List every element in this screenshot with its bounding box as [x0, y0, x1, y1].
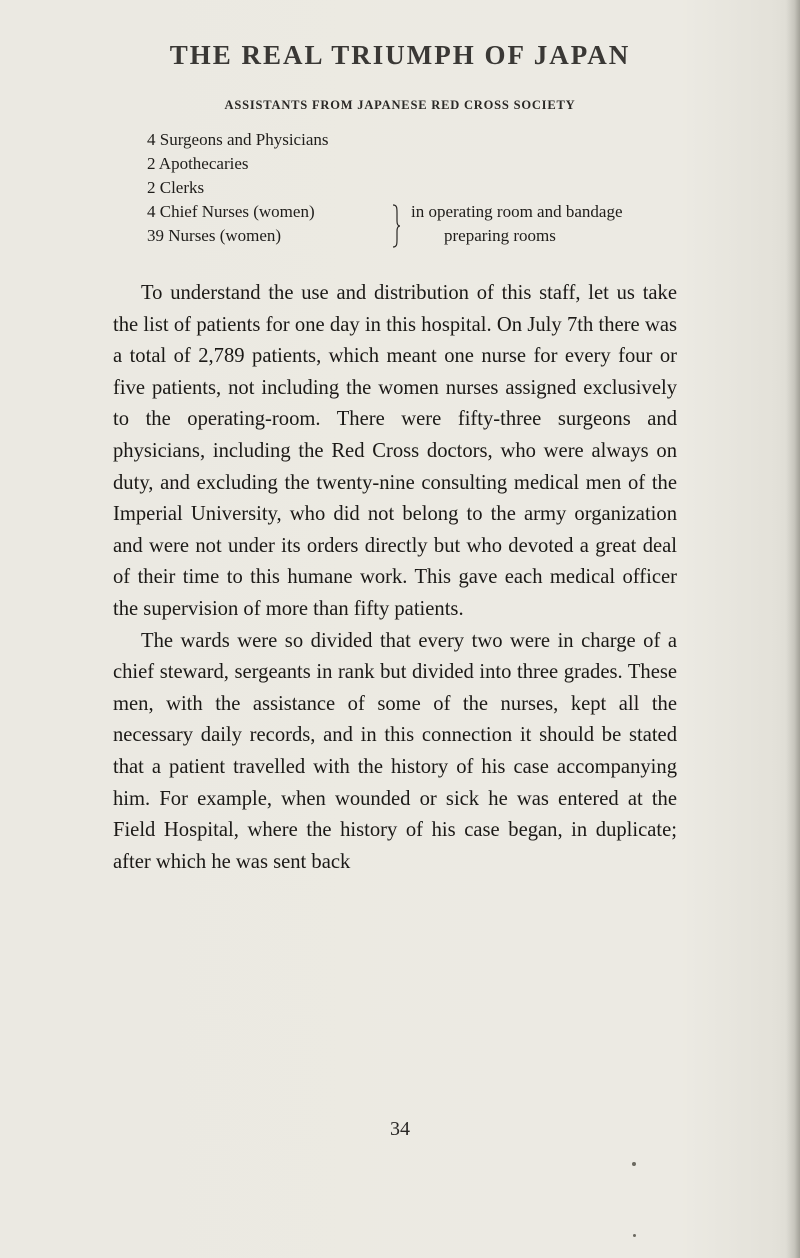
nurses-brace-group — [147, 200, 747, 248]
curly-brace-icon — [391, 204, 401, 248]
staff-list-item-chief-nurses: 4 Chief Nurses (women) — [147, 202, 315, 221]
body-text — [113, 278, 677, 878]
paragraph: To understand the use and distribution of this staff, let us take the list of patients for one day in this hospital. On July 7th there was a total of 2,789 patients, which meant one nurse for every four or five patients, not including the women nurses assigned exclusively to the operating-room. There were fifty-three surgeons and physicians, including the Red Cross doctors, who were always on duty, and excluding the twenty-nine consulting medical men of the Imperial University, who did not belong to the army organization and were not under its orders directly but who devoted a great deal of their time to this humane work. This gave each medical officer the supervision of more than fifty patients. — [113, 282, 677, 620]
brace-note-preparing: preparing rooms — [444, 226, 556, 245]
section-heading: ASSISTANTS FROM JAPANESE RED CROSS SOCIETY — [224, 98, 576, 112]
staff-list-item-nurses: 39 Nurses (women) — [147, 226, 282, 245]
staff-list — [147, 128, 747, 248]
running-head: THE REAL TRIUMPH OF JAPAN — [169, 40, 631, 70]
paper-speck — [632, 1162, 636, 1166]
paragraph: The wards were so divided that every two were in charge of a chief steward, sergeants in rank but divided into three grades. These men, with the assistance of some of the nurses, kept all the necessary daily records, and in this connection it should be stated that a patient travelled with the history of his case accompanying him. For example, when wounded or sick he was entered at the Field Hospital, where the history of his case began, in duplicate; after which he was sent back — [113, 629, 677, 873]
staff-list-item: 2 Clerks — [147, 178, 205, 197]
staff-list-item: 4 Surgeons and Physicians — [147, 130, 329, 149]
staff-list-item: 2 Apothecaries — [147, 154, 249, 173]
brace-note-operating: in operating room and bandage — [411, 202, 623, 221]
paper-speck — [633, 1234, 636, 1237]
page-number: 34 — [390, 1118, 410, 1140]
page-edge-shadow — [786, 0, 800, 1258]
